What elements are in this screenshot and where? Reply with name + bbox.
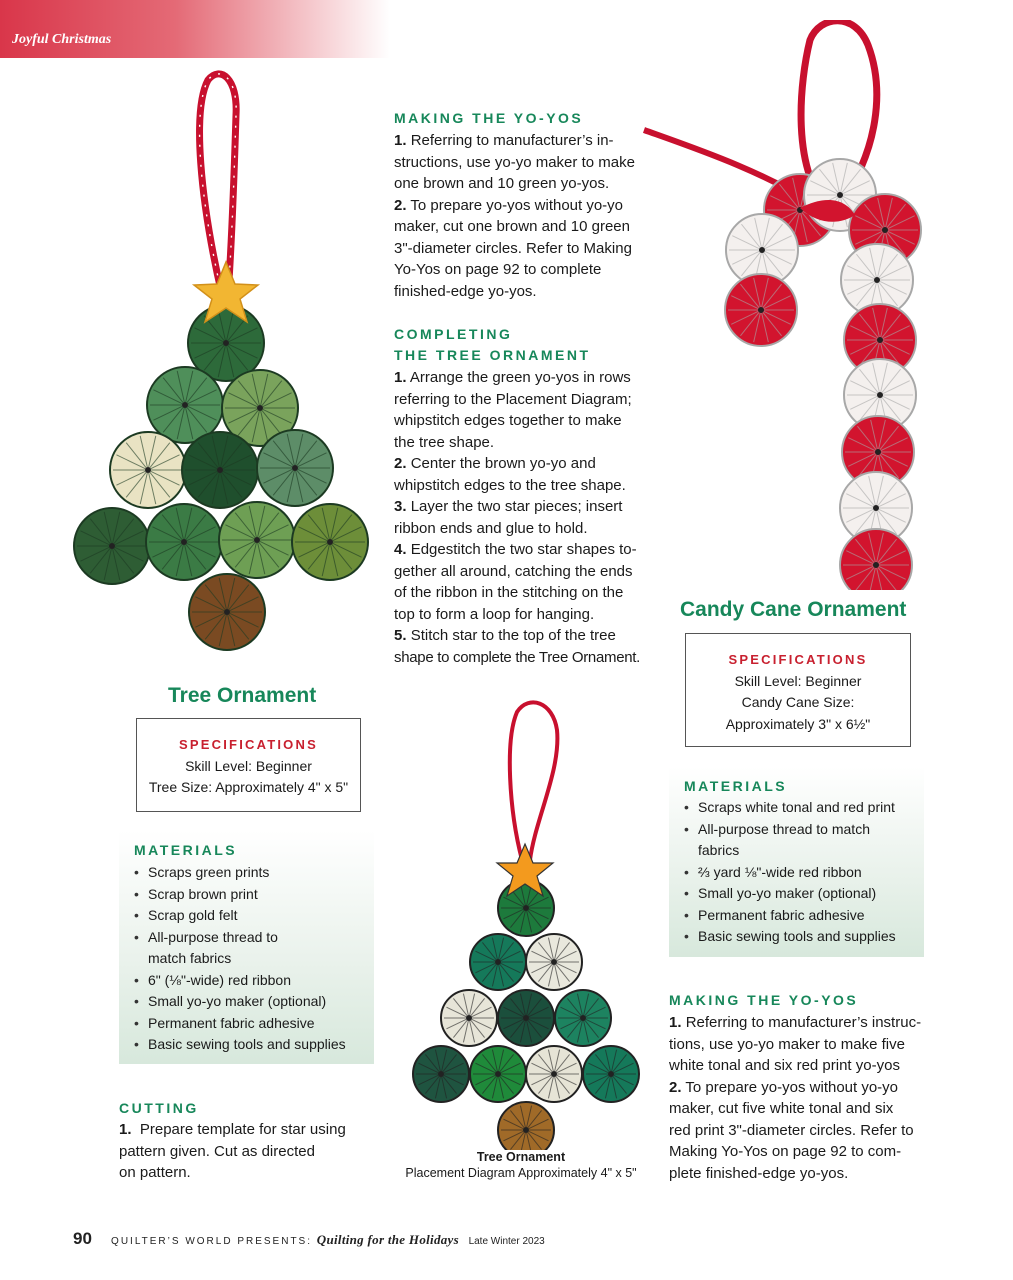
candy-yoyos-text: 1. Referring to manufacturer’s instruc- tions, use yo-yo maker to make five white tonal and six red print yo-yos 2. To prepare yo-yos without yo-yo maker, cut five white tonal and six red print 3"-diameter circles. Refer to Making Yo-Yos on page 92 to com- plete finished-edge yo-yos.	[669, 1014, 922, 1182]
yoyos-line: maker, cut one brown and 10 green	[394, 218, 630, 235]
material-item: • Permanent fabric adhesive	[682, 905, 917, 927]
completing-line: shape to complete the Tree Ornament.	[394, 648, 641, 666]
tree-materials-list	[132, 862, 367, 1056]
diagram-yoyo	[526, 934, 582, 990]
completing-line: of the ribbon in the stitching on the	[394, 584, 624, 601]
placement-diagram	[405, 700, 645, 1150]
candy-materials-list	[682, 797, 917, 948]
completing-line: 5. Stitch star to the top of the tree	[394, 627, 616, 644]
candy-photo-yoyo	[840, 529, 912, 590]
completing-line: gether all around, catching the ends	[394, 562, 633, 580]
diagram-yoyo	[583, 1046, 639, 1102]
completing-line: whipstitch edges together to make	[394, 412, 622, 429]
diagram-caption-text: Placement Diagram Approximately 4" x 5"	[405, 1166, 637, 1180]
tree-skill: Skill Level: Beginner	[185, 757, 312, 774]
section-title: Joyful Christmas	[12, 32, 112, 47]
tree-materials-box	[119, 830, 374, 1064]
yoyos-line: one brown and 10 green yo-yos.	[394, 175, 610, 192]
completing-heading-1: COMPLETING	[394, 326, 513, 342]
diagram-yoyo	[498, 880, 554, 936]
material-item: • Basic sewing tools and supplies	[682, 926, 917, 948]
tree-photo-yoyo	[189, 574, 265, 650]
material-item: • All-purpose thread to match fabrics	[132, 927, 367, 970]
yoyos-line: Yo-Yos on page 92 to complete	[394, 261, 602, 278]
diagram-yoyo	[526, 1046, 582, 1102]
material-item: • 6" (⅛"-wide) red ribbon	[132, 970, 367, 992]
completing-line: 4. Edgestitch the two star shapes to-	[394, 541, 637, 558]
material-item: • All-purpose thread to match fabrics	[682, 819, 917, 862]
candy-size-label: Candy Cane Size:	[741, 694, 855, 710]
candy-materials-box	[669, 767, 924, 957]
candy-spec-box	[685, 633, 911, 747]
candy-spec-heading: SPECIFICATIONS	[728, 652, 868, 667]
yoyos-line: structions, use yo-yo maker to make	[394, 153, 635, 171]
candy-cane-title: Candy Cane Ornament	[680, 598, 907, 621]
tree-photo-yoyo	[146, 504, 222, 580]
tree-spec-heading: SPECIFICATIONS	[179, 737, 318, 752]
material-item: • Small yo-yo maker (optional)	[682, 883, 917, 905]
tree-ornament-title: Tree Ornament	[168, 684, 317, 707]
diagram-yoyo	[498, 990, 554, 1046]
footer-issue: Late Winter 2023	[468, 1236, 545, 1247]
diagram-yoyo	[441, 990, 497, 1046]
tree-materials-heading: MATERIALS	[134, 842, 238, 858]
yoyos-line: 2. To prepare yo-yos without yo-yo	[394, 196, 624, 214]
material-item: • Scraps green prints	[132, 862, 367, 884]
material-item: • Basic sewing tools and supplies	[132, 1034, 367, 1056]
completing-line: top to form a loop for hanging.	[394, 605, 595, 623]
completing-line: whipstitch edges to the tree shape.	[394, 476, 626, 494]
diagram-yoyo	[470, 1046, 526, 1102]
material-item: • Permanent fabric adhesive	[132, 1013, 367, 1035]
diagram-yoyo	[498, 1102, 554, 1150]
diagram-yoyo	[470, 934, 526, 990]
material-item: • Scrap gold felt	[132, 905, 367, 927]
completing-line: the tree shape.	[394, 433, 495, 451]
tree-spec-box	[136, 718, 361, 812]
cutting-heading: CUTTING	[119, 1100, 199, 1116]
tree-size: Tree Size: Approximately 4" x 5"	[148, 779, 349, 795]
tree-photo-yoyo	[182, 432, 258, 508]
footer-publisher: QUILTER’S WORLD PRESENTS:	[111, 1236, 312, 1247]
material-item: • Small yo-yo maker (optional)	[132, 991, 367, 1013]
completing-text	[394, 367, 664, 668]
candy-skill: Skill Level: Beginner	[734, 672, 862, 689]
completing-heading-2: THE TREE ORNAMENT	[394, 347, 591, 363]
diagram-caption	[395, 1149, 647, 1181]
candy-photo-yoyo	[725, 274, 797, 346]
candy-materials-heading: MATERIALS	[684, 778, 788, 794]
tree-photo-yoyo	[219, 502, 295, 578]
making-yoyos-heading: MAKING THE YO-YOS	[394, 110, 584, 126]
making-yoyos-text	[394, 130, 664, 302]
completing-line: 2. Center the brown yo-yo and	[394, 455, 596, 472]
candy-cane-photo	[640, 20, 940, 590]
diagram-yoyo	[555, 990, 611, 1046]
footer-magazine: Quilting for the Holidays	[316, 1232, 459, 1247]
tree-photo-yoyo	[257, 430, 333, 506]
cutting-text: 1. Prepare template for star using pattern given. Cut as directed on pattern.	[119, 1121, 346, 1181]
tree-photo-yoyo	[292, 504, 368, 580]
page-number: 90	[73, 1229, 92, 1248]
tree-ornament-photo	[60, 70, 380, 660]
tree-photo-yoyo	[110, 432, 186, 508]
material-item: • Scrap brown print	[132, 884, 367, 906]
completing-line: 1. Arrange the green yo-yos in rows	[394, 369, 631, 386]
material-item: • ⅔ yard ⅛"-wide red ribbon	[682, 862, 917, 884]
completing-line: ribbon ends and glue to hold.	[394, 519, 588, 537]
material-item: • Scraps white tonal and red print	[682, 797, 917, 819]
candy-size: Approximately 3" x 6½"	[725, 715, 871, 732]
header-band	[0, 0, 390, 58]
yoyos-line: 3"-diameter circles. Refer to Making	[394, 239, 632, 257]
candy-yoyos-heading: MAKING THE YO-YOS	[669, 992, 859, 1008]
completing-line: 3. Layer the two star pieces; insert	[394, 498, 623, 515]
tree-photo-yoyo	[147, 367, 223, 443]
diagram-caption-title: Tree Ornament	[476, 1150, 566, 1164]
completing-line: referring to the Placement Diagram;	[394, 390, 632, 408]
tree-photo-yoyo	[74, 508, 150, 584]
yoyos-line: 1. Referring to manufacturer’s in-	[394, 132, 614, 149]
diagram-yoyo	[413, 1046, 469, 1102]
page-footer	[73, 1229, 545, 1249]
yoyos-line: finished-edge yo-yos.	[394, 282, 537, 300]
